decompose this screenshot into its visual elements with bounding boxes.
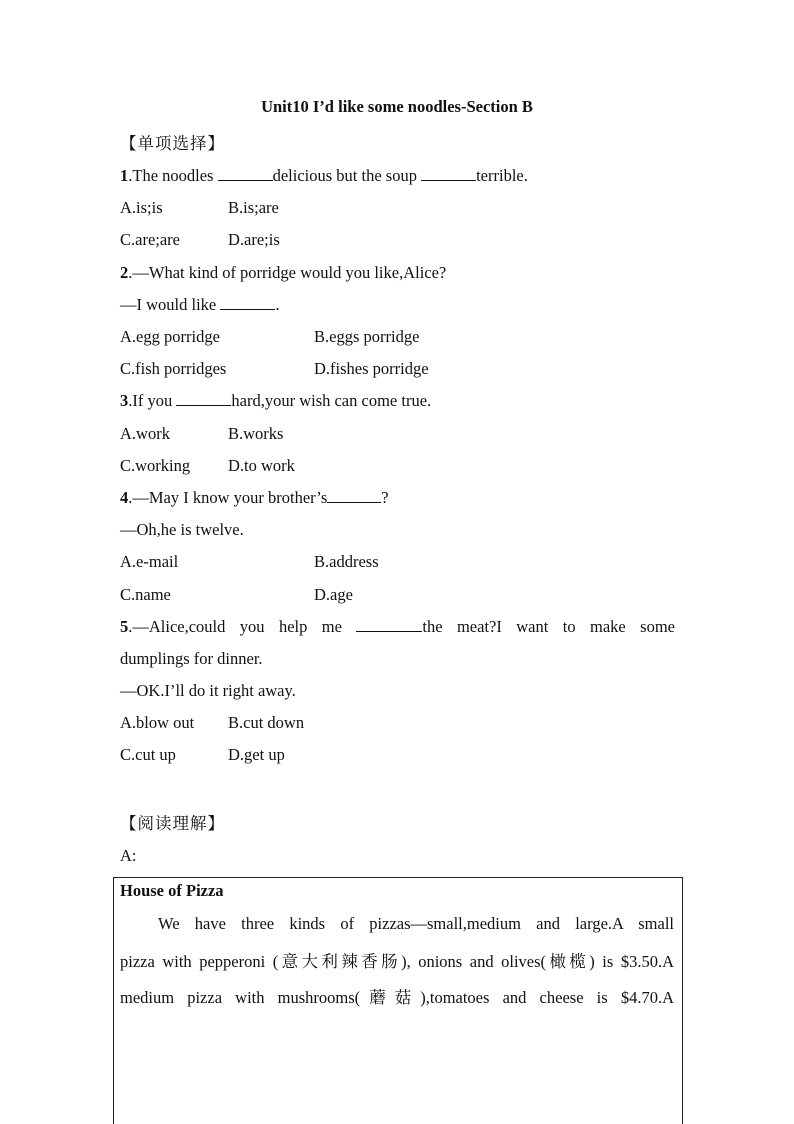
question-text: . <box>275 295 280 314</box>
question-4-line2: —Oh,he is twelve. <box>120 520 244 539</box>
option-c[interactable]: C.are;are <box>120 230 180 249</box>
option-b[interactable]: B.eggs porridge <box>314 327 420 346</box>
section-heading-reading: 【阅读理解】 <box>120 814 225 833</box>
option-a[interactable]: A.blow out <box>120 713 195 732</box>
answer-blank[interactable] <box>220 295 275 310</box>
option-b[interactable]: B.is;are <box>228 198 279 217</box>
question-text: ? <box>381 488 389 507</box>
option-b[interactable]: B.address <box>314 552 379 571</box>
answer-blank[interactable] <box>421 166 476 181</box>
passage-line: medium pizza with mushrooms(蘑菇),tomatoes and cheese is $4.70.A <box>120 988 674 1007</box>
question-text: .—What kind of porridge would you like,Alice? <box>128 263 447 282</box>
option-b[interactable]: B.cut down <box>228 713 305 732</box>
question-text: .—May I know your brother’s <box>128 488 328 507</box>
option-c[interactable]: C.name <box>120 585 171 604</box>
section-heading-single-choice: 【单项选择】 <box>120 134 225 153</box>
question-1-stem <box>120 166 528 186</box>
option-b[interactable]: B.works <box>228 424 284 443</box>
option-a[interactable]: A.egg porridge <box>120 327 220 346</box>
question-number: 1 <box>120 166 129 185</box>
question-text: .The noodles <box>128 166 218 185</box>
option-c[interactable]: C.fish porridges <box>120 359 227 378</box>
question-4-stem <box>120 488 389 508</box>
question-text: .If you <box>128 391 177 410</box>
question-text: terrible. <box>476 166 528 185</box>
question-2-line2 <box>120 295 280 315</box>
answer-blank[interactable] <box>176 391 231 406</box>
question-text: the meat?I want to make some <box>422 617 675 636</box>
passage-line: pizza with pepperoni (意大利辣香肠), onions and olives(橄榄) is $3.50.A <box>120 952 674 971</box>
option-c[interactable]: C.cut up <box>120 745 176 764</box>
option-a[interactable]: A.work <box>120 424 170 443</box>
question-5-line2: dumplings for dinner. <box>120 649 263 668</box>
option-d[interactable]: D.fishes porridge <box>314 359 429 378</box>
question-number: 5 <box>120 617 129 636</box>
answer-blank[interactable] <box>356 617 422 632</box>
option-a[interactable]: A.e-mail <box>120 552 179 571</box>
question-5-stem <box>120 617 675 637</box>
passage-box <box>113 877 683 1124</box>
passage-title: House of Pizza <box>120 881 224 900</box>
option-d[interactable]: D.get up <box>228 745 285 764</box>
question-text: —I would like <box>120 295 221 314</box>
page-title: Unit10 I’d like some noodles-Section B <box>261 97 533 116</box>
answer-blank[interactable] <box>218 166 273 181</box>
option-d[interactable]: D.are;is <box>228 230 280 249</box>
question-text: .—Alice,could you help me <box>128 617 357 636</box>
option-a[interactable]: A.is;is <box>120 198 163 217</box>
question-2-stem <box>120 263 446 283</box>
question-number: 3 <box>120 391 129 410</box>
question-3-stem <box>120 391 431 411</box>
option-d[interactable]: D.to work <box>228 456 295 475</box>
question-number: 2 <box>120 263 129 282</box>
question-text: hard,your wish can come true. <box>231 391 432 410</box>
passage-line: We have three kinds of pizzas—small,medium and large.A small <box>158 914 674 933</box>
option-c[interactable]: C.working <box>120 456 191 475</box>
passage-label: A: <box>120 846 137 865</box>
question-number: 4 <box>120 488 129 507</box>
question-text: delicious but the soup <box>272 166 422 185</box>
question-5-line3: —OK.I’ll do it right away. <box>120 681 296 700</box>
answer-blank[interactable] <box>327 488 381 503</box>
option-d[interactable]: D.age <box>314 585 353 604</box>
